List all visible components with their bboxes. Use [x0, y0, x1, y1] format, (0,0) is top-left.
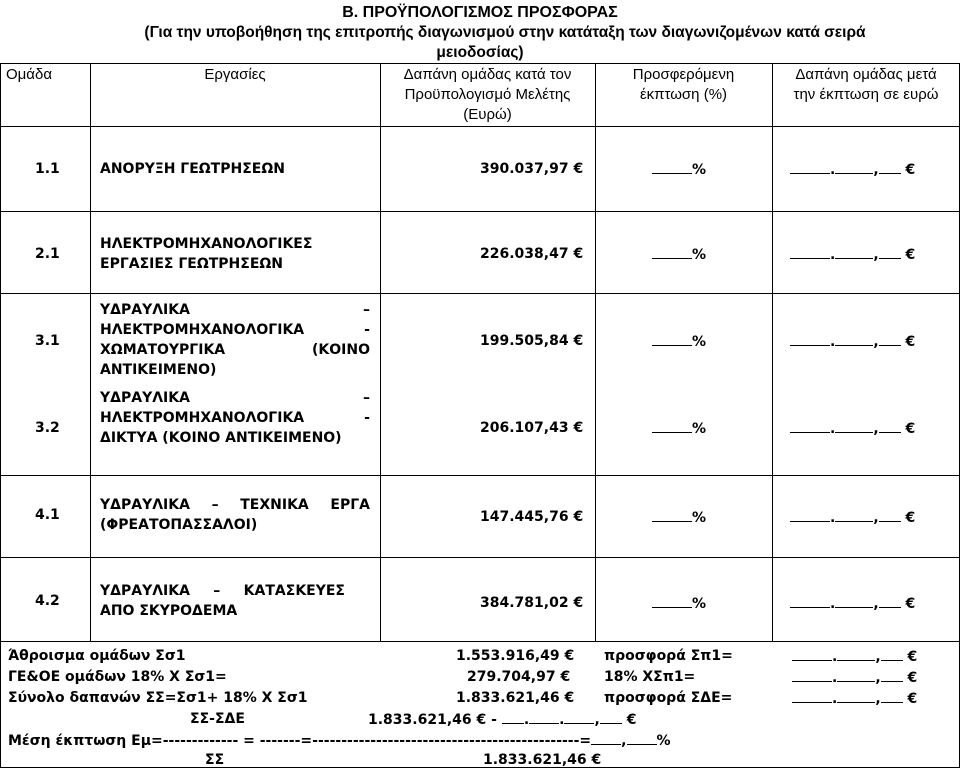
euro-symbol: € — [573, 420, 584, 436]
amount-blank[interactable] — [835, 418, 873, 433]
row-amount: 147.445,76 — [480, 509, 569, 525]
amount-blank[interactable] — [879, 507, 901, 522]
percent-sign: % — [692, 596, 707, 612]
row-desc: ΥΔΡΑΥΛΙΚΑ – ΤΕΧΝΙΚΑ ΕΡΓΑ (ΦΡΕΑΤΟΠΑΣΣΑΛΟΙ) — [100, 497, 370, 533]
percent-sign: % — [692, 510, 707, 526]
row-amount: 206.107,43 — [480, 420, 569, 436]
percent-sign: % — [692, 421, 707, 437]
diff-label: ΣΣ-ΣΔΕ — [190, 711, 245, 727]
row-desc: ΗΛΕΚΤΡΟΜΗΧΑΝΟΛΟΓΙΚΕΣ ΕΡΓΑΣΙΕΣ ΓΕΩΤΡΗΣΕΩΝ — [100, 236, 313, 272]
sum-offer-label: προσφορά Σπ1= — [604, 648, 733, 664]
euro-symbol: € — [573, 333, 584, 349]
ss-label: ΣΣ — [205, 752, 225, 768]
discount-blank[interactable] — [652, 331, 692, 346]
row-code: 4.2 — [35, 593, 60, 609]
row-amount: 226.038,47 — [480, 246, 569, 262]
amount-blank[interactable] — [835, 159, 873, 174]
avg-blank[interactable] — [627, 730, 657, 745]
sum-offer-blank[interactable] — [837, 646, 875, 661]
header-group: Ομάδα — [6, 66, 53, 83]
euro-symbol: € — [573, 246, 584, 262]
total-label: Σύνολο δαπανών ΣΣ=Σσ1+ 18% Χ Σσ1 — [8, 690, 308, 706]
header-discount-2: έκπτωση (%) — [639, 86, 728, 103]
diff-blank[interactable] — [564, 709, 594, 724]
amount-blank[interactable] — [879, 418, 901, 433]
euro-symbol: € — [564, 648, 575, 664]
discount-blank[interactable] — [652, 593, 692, 608]
amount-blank[interactable] — [790, 418, 830, 433]
amount-blank[interactable] — [790, 244, 830, 259]
row-amount: 384.781,02 — [480, 595, 569, 611]
ge-value: 279.704,97 — [467, 669, 556, 685]
euro-symbol: € — [573, 161, 584, 177]
amount-blank[interactable] — [835, 593, 873, 608]
percent-sign: % — [692, 247, 707, 263]
ss-value: 1.833.621,46 — [483, 752, 587, 768]
discount-blank[interactable] — [652, 244, 692, 259]
row-code: 4.1 — [35, 507, 60, 523]
amount-blank[interactable] — [835, 507, 873, 522]
total-value: 1.833.621,46 — [456, 690, 560, 706]
euro-symbol: € — [905, 596, 916, 612]
header-works: Εργασίες — [204, 66, 266, 83]
ge-label: ΓΕ&ΟΕ ομάδων 18% Χ Σσ1= — [8, 669, 227, 685]
amount-blank[interactable] — [879, 331, 901, 346]
row-code: 2.1 — [35, 246, 60, 262]
percent-sign: % — [692, 334, 707, 350]
euro-symbol: € — [626, 712, 637, 728]
discount-blank[interactable] — [652, 507, 692, 522]
euro-symbol: € — [573, 595, 584, 611]
sum-offer-blank[interactable] — [792, 646, 832, 661]
doc-subtitle: (Για την υποβοήθηση της επιτροπής διαγωνισμού στην κατάταξη των διαγωνιζομένων κατά σειρά — [144, 24, 866, 41]
ge-offer-blank[interactable] — [881, 667, 903, 682]
amount-blank[interactable] — [879, 593, 901, 608]
header-budget-1: Δαπάνη ομάδας κατά τον — [403, 66, 572, 83]
sum-offer-blank[interactable] — [881, 646, 903, 661]
amount-blank[interactable] — [835, 331, 873, 346]
ge-offer-blank[interactable] — [837, 667, 875, 682]
euro-symbol: € — [560, 669, 571, 685]
percent-sign: % — [656, 733, 671, 749]
euro-symbol: € — [905, 162, 916, 178]
amount-blank[interactable] — [835, 244, 873, 259]
euro-symbol: € — [591, 752, 602, 768]
avg-discount-label: Μέση έκπτωση Εμ=------------- = -------=----------------------------------------------= — [8, 733, 592, 749]
total-offer-blank[interactable] — [837, 688, 875, 703]
row-desc: ΑΝΟΡΥΞΗ ΓΕΩΤΡΗΣΕΩΝ — [100, 161, 285, 177]
discount-blank[interactable] — [652, 159, 692, 174]
row-desc: ΥΔΡΑΥΛΙΚΑ – ΗΛΕΚΤΡΟΜΗΧΑΝΟΛΟΓΙΚΑ - ΧΩΜΑΤΟΥΡΓΙΚΑ (ΚΟΙΝΟ ΑΝΤΙΚΕΙΜΕΝΟ) — [100, 302, 370, 378]
minus-sign: - — [491, 712, 497, 728]
row-amount: 390.037,97 — [480, 161, 569, 177]
row-desc: ΥΔΡΑΥΛΙΚΑ – ΚΑΤΑΣΚΕΥΕΣ ΑΠΟ ΣΚΥΡΟΔΕΜΑ — [100, 583, 345, 619]
amount-blank[interactable] — [879, 244, 901, 259]
row-code: 3.1 — [35, 333, 60, 349]
euro-symbol: € — [905, 510, 916, 526]
ge-offer-blank[interactable] — [792, 667, 832, 682]
diff-blank[interactable] — [529, 709, 559, 724]
diff-blank[interactable] — [502, 709, 524, 724]
doc-subtitle-cont: μειοδοσίας) — [436, 44, 524, 61]
euro-symbol: € — [564, 690, 575, 706]
sum-value: 1.553.916,49 — [456, 648, 560, 664]
diff-value: 1.833.621,46 — [368, 712, 472, 728]
row-amount: 199.505,84 — [480, 333, 569, 349]
header-budget-3: (Ευρώ) — [463, 106, 512, 123]
amount-blank[interactable] — [879, 159, 901, 174]
euro-symbol: € — [905, 247, 916, 263]
total-offer-label: προσφορά ΣΔΕ= — [604, 690, 733, 706]
row-code: 3.2 — [35, 420, 60, 436]
discount-blank[interactable] — [652, 418, 692, 433]
euro-symbol: € — [476, 712, 487, 728]
row-code: 1.1 — [35, 161, 60, 177]
header-discount-1: Προσφερόμενη — [632, 66, 735, 83]
header-after-2: την έκπτωση σε ευρώ — [793, 86, 939, 103]
euro-symbol: € — [907, 691, 918, 707]
euro-symbol: € — [905, 421, 916, 437]
amount-blank[interactable] — [790, 507, 830, 522]
euro-symbol: € — [905, 334, 916, 350]
euro-symbol: € — [907, 649, 918, 665]
percent-sign: % — [692, 162, 707, 178]
row-desc: ΥΔΡΑΥΛΙΚΑ – ΗΛΕΚΤΡΟΜΗΧΑΝΟΛΟΓΙΚΑ - ΔΙΚΤΥΑ (ΚΟΙΝΟ ΑΝΤΙΚΕΙΜΕΝΟ) — [100, 390, 370, 446]
amount-blank[interactable] — [790, 593, 830, 608]
sum-label: Άθροισμα ομάδων Σσ1 — [8, 648, 186, 664]
avg-blank[interactable] — [591, 730, 621, 745]
total-offer-blank[interactable] — [881, 688, 903, 703]
amount-blank[interactable] — [790, 159, 830, 174]
amount-blank[interactable] — [790, 331, 830, 346]
doc-title: Β. ΠΡΟΫΠΟΛΟΓΙΣΜΟΣ ΠΡΟΣΦΟΡΑΣ — [342, 4, 618, 21]
euro-symbol: € — [907, 670, 918, 686]
ge-offer-label: 18% ΧΣπ1= — [604, 669, 696, 685]
header-budget-2: Προϋπολογισμό Μελέτης — [404, 86, 571, 103]
header-after-1: Δαπάνη ομάδας μετά — [795, 66, 937, 83]
diff-blank[interactable] — [600, 709, 622, 724]
euro-symbol: € — [573, 509, 584, 525]
total-offer-blank[interactable] — [792, 688, 832, 703]
